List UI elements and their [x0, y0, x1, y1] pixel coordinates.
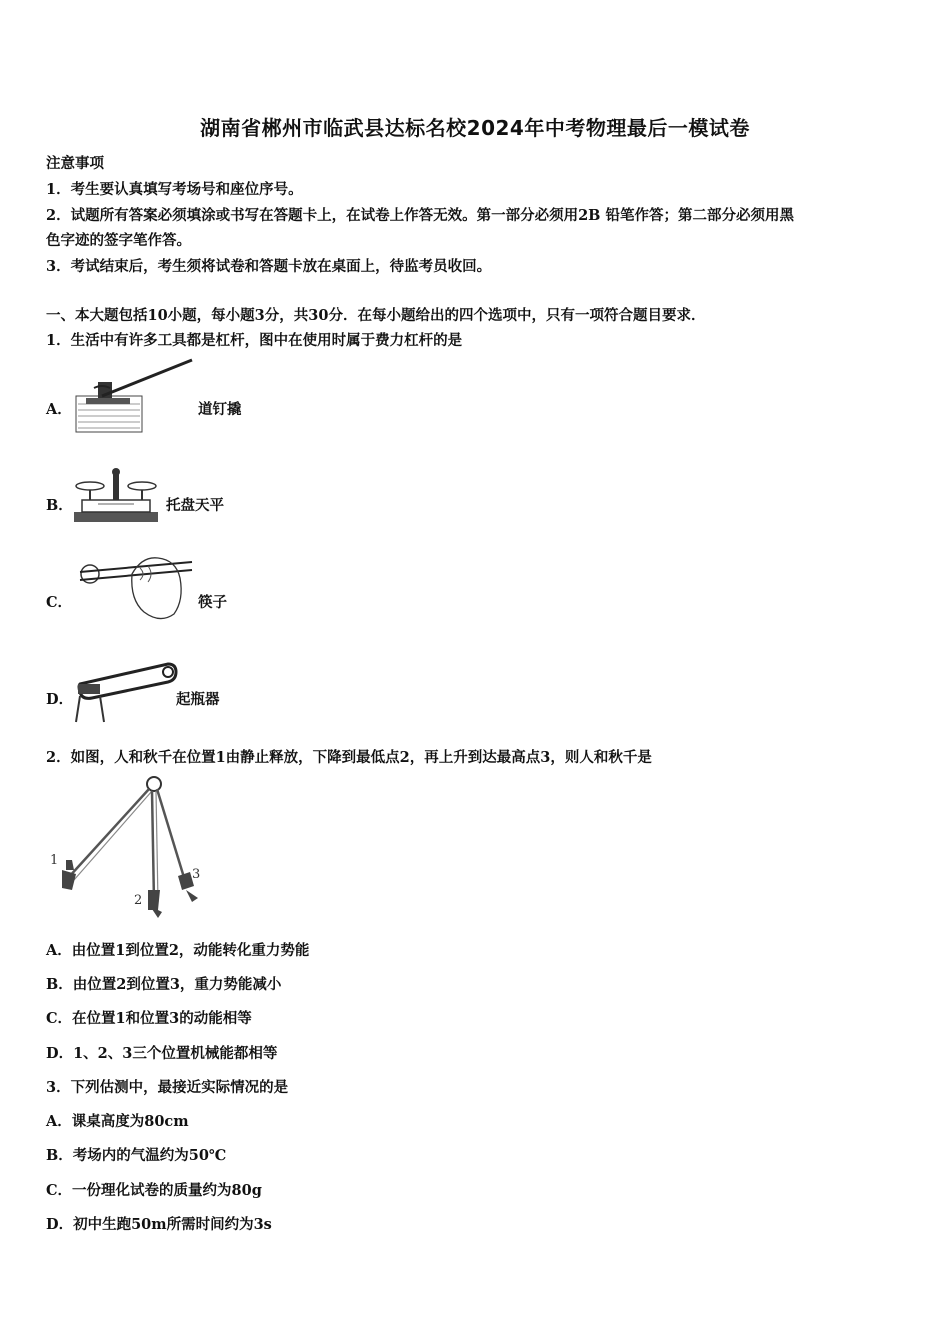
q1-option-b-label: 托盘天平	[166, 497, 224, 514]
section-intro: 一、本大题包括10小题，每小题3分，共30分．在每小题给出的四个选项中，只有一项符合题目要求．	[46, 307, 706, 324]
q1-option-c-letter: C．	[46, 594, 73, 611]
notice-item-2: 2．试题所有答案必须填涂或书写在答题卡上，在试卷上作答无效。第一部分必须用2B 铅笔作答；第二部分必须用黑	[46, 207, 794, 224]
q3-option-b: B．考场内的气温约为50℃	[46, 1147, 227, 1164]
track-spike-pry-figure	[72, 358, 196, 438]
notice-item-2-cont: 色字迹的签字笔作答。	[46, 232, 191, 249]
page-title: 湖南省郴州市临武县达标名校2024年中考物理最后一模试卷	[200, 116, 750, 140]
swing-figure	[46, 774, 212, 924]
q1-option-a-letter: A．	[46, 401, 72, 418]
balance-scale-figure	[72, 466, 162, 524]
q2-stem: 2．如图，人和秋千在位置1由静止释放，下降到最低点2，再上升到达最高点3，则人和秋千是	[46, 749, 652, 766]
bottle-opener-figure	[72, 656, 176, 724]
q1-stem: 1．生活中有许多工具都是杠杆，图中在使用时属于费力杠杆的是	[46, 332, 463, 349]
q3-stem: 3．下列估测中，最接近实际情况的是	[46, 1079, 289, 1096]
q1-option-d-letter: D．	[46, 691, 74, 708]
q3-option-a: A．课桌高度为80cm	[46, 1113, 189, 1130]
chopsticks-figure	[76, 548, 194, 622]
q2-option-b: B．由位置2到位置3，重力势能减小	[46, 976, 282, 993]
notice-heading: 注意事项	[46, 155, 104, 172]
q3-option-c: C．一份理化试卷的质量约为80g	[46, 1182, 262, 1199]
q1-option-d-label: 起瓶器	[176, 691, 220, 708]
swing-label-3: 3	[192, 867, 201, 882]
notice-item-1: 1．考生要认真填写考场号和座位序号。	[46, 181, 303, 198]
q1-option-b-letter: B．	[46, 497, 73, 514]
swing-label-1: 1	[50, 853, 59, 868]
q3-option-d: D．初中生跑50m所需时间约为3s	[46, 1216, 272, 1233]
q2-option-c: C．在位置1和位置3的动能相等	[46, 1010, 252, 1027]
q1-option-a-label: 道钉撬	[198, 401, 242, 418]
swing-label-2: 2	[134, 893, 143, 908]
q1-option-c-label: 筷子	[198, 594, 227, 611]
q2-option-a: A．由位置1到位置2，动能转化重力势能	[46, 942, 310, 959]
notice-item-3: 3．考试结束后，考生须将试卷和答题卡放在桌面上，待监考员收回。	[46, 258, 492, 275]
q2-option-d: D．1、2、3三个位置机械能都相等	[46, 1045, 278, 1062]
